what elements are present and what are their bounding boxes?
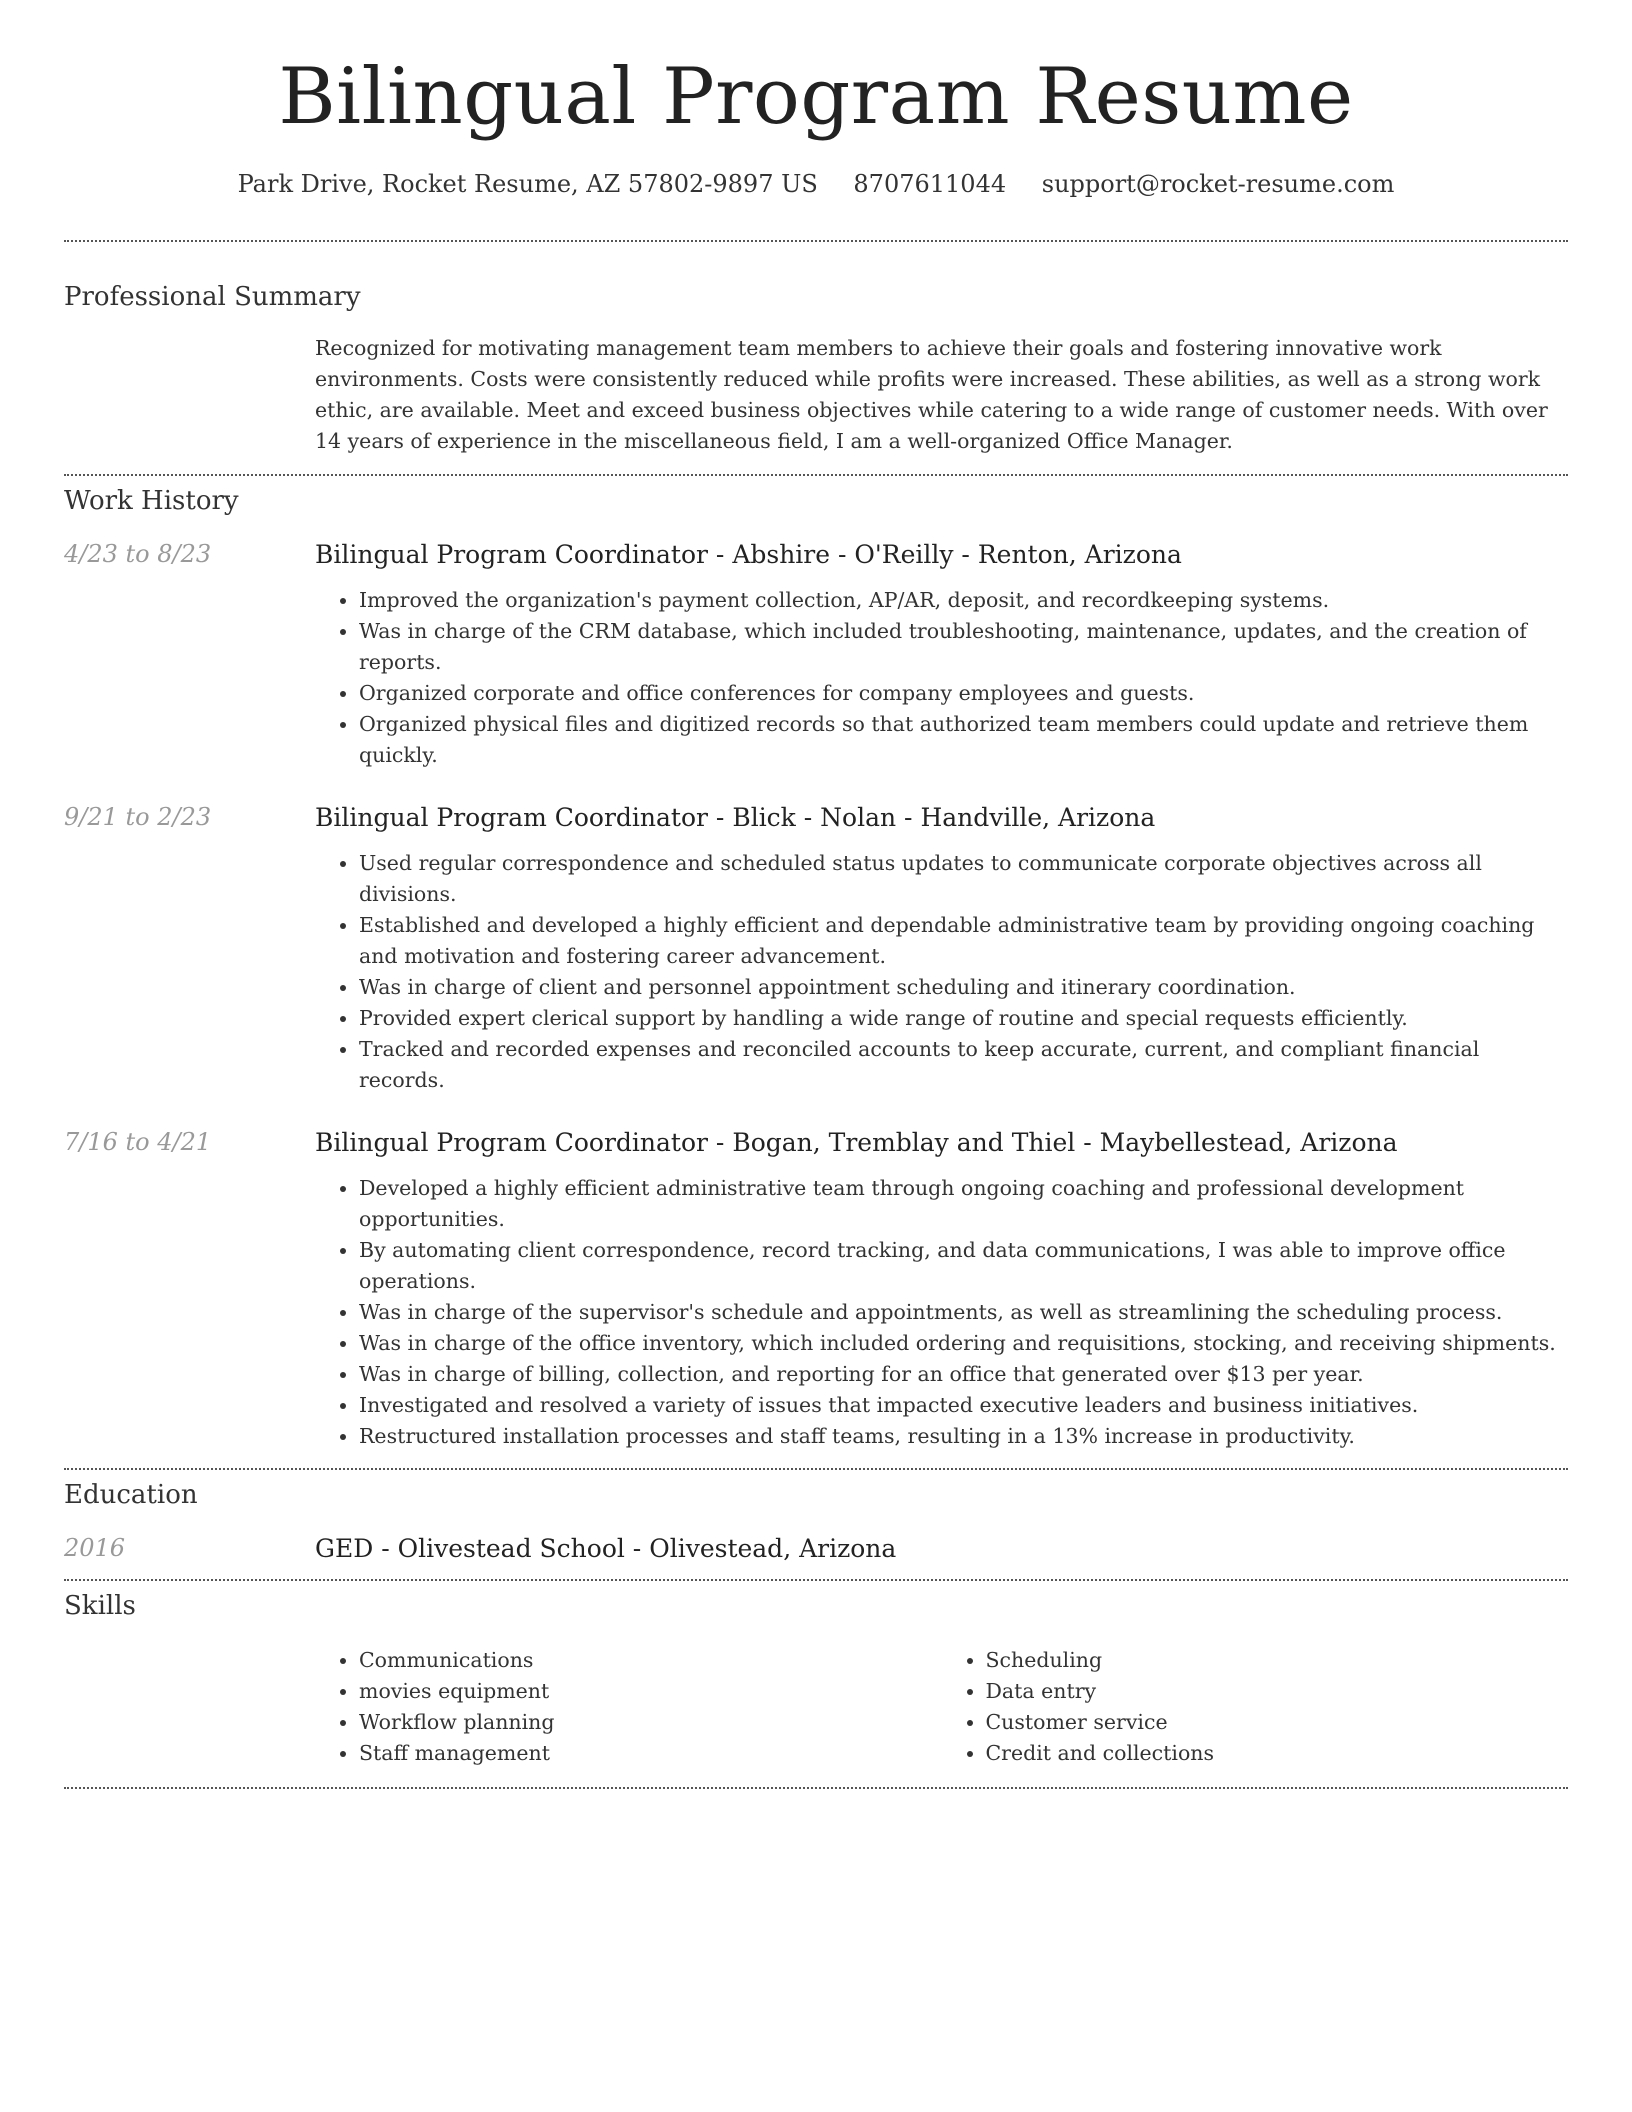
- skills-list-right: [942, 1645, 1569, 1769]
- job-bullet: • By automating client correspondence, record tracking, and data communications, I was able to improve office operations.: [359, 1235, 1568, 1297]
- work-history-heading: Work History: [64, 486, 239, 516]
- resume-page: [64, 0, 1568, 1789]
- job-bullet: • Investigated and resolved a variety of issues that impacted executive leaders and business initiatives.: [359, 1390, 1568, 1421]
- job-bullet: • Developed a highly efficient administrative team through ongoing coaching and professional development opportunities.: [359, 1173, 1568, 1235]
- summary-text: Recognized for motivating management team members to achieve their goals and fostering innovative work environments. Costs were consistently reduced while profits were increased. These abilities, as well as a strong work ethic, are available. Meet and exceed business objectives while catering to a wide range of customer needs. With over 14 years of experience in the miscellaneous field, I am a well-organized Office Manager.: [315, 336, 1548, 453]
- divider: [64, 1579, 1568, 1581]
- skills-columns: [315, 1645, 1568, 1769]
- divider: [64, 474, 1568, 476]
- job-bullet: • Was in charge of billing, collection, and reporting for an office that generated over $13 per year.: [359, 1359, 1568, 1390]
- divider: [64, 1787, 1568, 1789]
- job-bullet: • Was in charge of client and personnel appointment scheduling and itinerary coordination.: [359, 972, 1568, 1003]
- job-bullet: • Improved the organization's payment collection, AP/AR, deposit, and recordkeeping systems.: [359, 585, 1568, 616]
- education-year: 2016: [64, 1534, 126, 1562]
- job-dates: 7/16 to 4/21: [64, 1128, 212, 1156]
- divider: [64, 240, 1568, 242]
- job-entry: [64, 803, 1568, 1096]
- job-dates: 9/21 to 2/23: [64, 803, 212, 831]
- contact-phone: 8707611044: [853, 170, 1007, 198]
- job-bullets: [315, 1173, 1568, 1452]
- skill-item: • Communications: [359, 1645, 942, 1676]
- job-bullets: [315, 585, 1568, 771]
- summary-section: [64, 282, 1568, 457]
- skill-item: • Customer service: [986, 1707, 1569, 1738]
- education-degree: GED - Olivestead School - Olivestead, Arizona: [315, 1534, 897, 1563]
- summary-heading: Professional Summary: [64, 282, 361, 312]
- work-history-section: [64, 486, 1568, 1452]
- skill-item: • movies equipment: [359, 1676, 942, 1707]
- skill-item: • Credit and collections: [986, 1738, 1569, 1769]
- job-title: Bilingual Program Coordinator - Abshire - O'Reilly - Renton, Arizona: [315, 540, 1182, 569]
- contact-address: Park Drive, Rocket Resume, AZ 57802-9897 US: [237, 170, 818, 198]
- job-bullets: [315, 848, 1568, 1096]
- job-bullet: • Was in charge of the CRM database, which included troubleshooting, maintenance, updates, and the creation of reports.: [359, 616, 1568, 678]
- job-bullet: • Was in charge of the supervisor's schedule and appointments, as well as streamlining the scheduling process.: [359, 1297, 1568, 1328]
- skill-item: • Workflow planning: [359, 1707, 942, 1738]
- job-bullet: • Established and developed a highly efficient and dependable administrative team by providing ongoing coaching and motivation and fostering career advancement.: [359, 910, 1568, 972]
- education-section: [64, 1480, 1568, 1563]
- skill-item: • Staff management: [359, 1738, 942, 1769]
- skill-item: • Scheduling: [986, 1645, 1569, 1676]
- contact-line: [64, 170, 1568, 204]
- job-entry: [64, 540, 1568, 771]
- job-bullet: • Organized corporate and office conferences for company employees and guests.: [359, 678, 1568, 709]
- education-heading: Education: [64, 1480, 198, 1510]
- job-bullet: • Tracked and recorded expenses and reconciled accounts to keep accurate, current, and compliant financial records.: [359, 1034, 1568, 1096]
- skill-item: • Data entry: [986, 1676, 1569, 1707]
- job-dates: 4/23 to 8/23: [64, 540, 212, 568]
- job-bullet: • Restructured installation processes and staff teams, resulting in a 13% increase in productivity.: [359, 1421, 1568, 1452]
- job-bullet: • Was in charge of the office inventory, which included ordering and requisitions, stocking, and receiving shipments.: [359, 1328, 1568, 1359]
- job-title: Bilingual Program Coordinator - Bogan, Tremblay and Thiel - Maybellestead, Arizona: [315, 1128, 1398, 1157]
- skills-list-left: [315, 1645, 942, 1769]
- contact-email: support@rocket-resume.com: [1041, 170, 1395, 198]
- skills-section: [64, 1591, 1568, 1769]
- job-bullet: • Organized physical files and digitized records so that authorized team members could update and retrieve them quickly.: [359, 709, 1568, 771]
- divider: [64, 1468, 1568, 1470]
- education-entry: [64, 1534, 1568, 1563]
- job-title: Bilingual Program Coordinator - Blick - Nolan - Handville, Arizona: [315, 803, 1156, 832]
- skills-heading: Skills: [64, 1591, 136, 1621]
- job-entry: [64, 1128, 1568, 1452]
- resume-title: Bilingual Program Resume: [278, 52, 1354, 142]
- job-bullet: • Used regular correspondence and scheduled status updates to communicate corporate objectives across all divisions.: [359, 848, 1568, 910]
- job-bullet: • Provided expert clerical support by handling a wide range of routine and special requests efficiently.: [359, 1003, 1568, 1034]
